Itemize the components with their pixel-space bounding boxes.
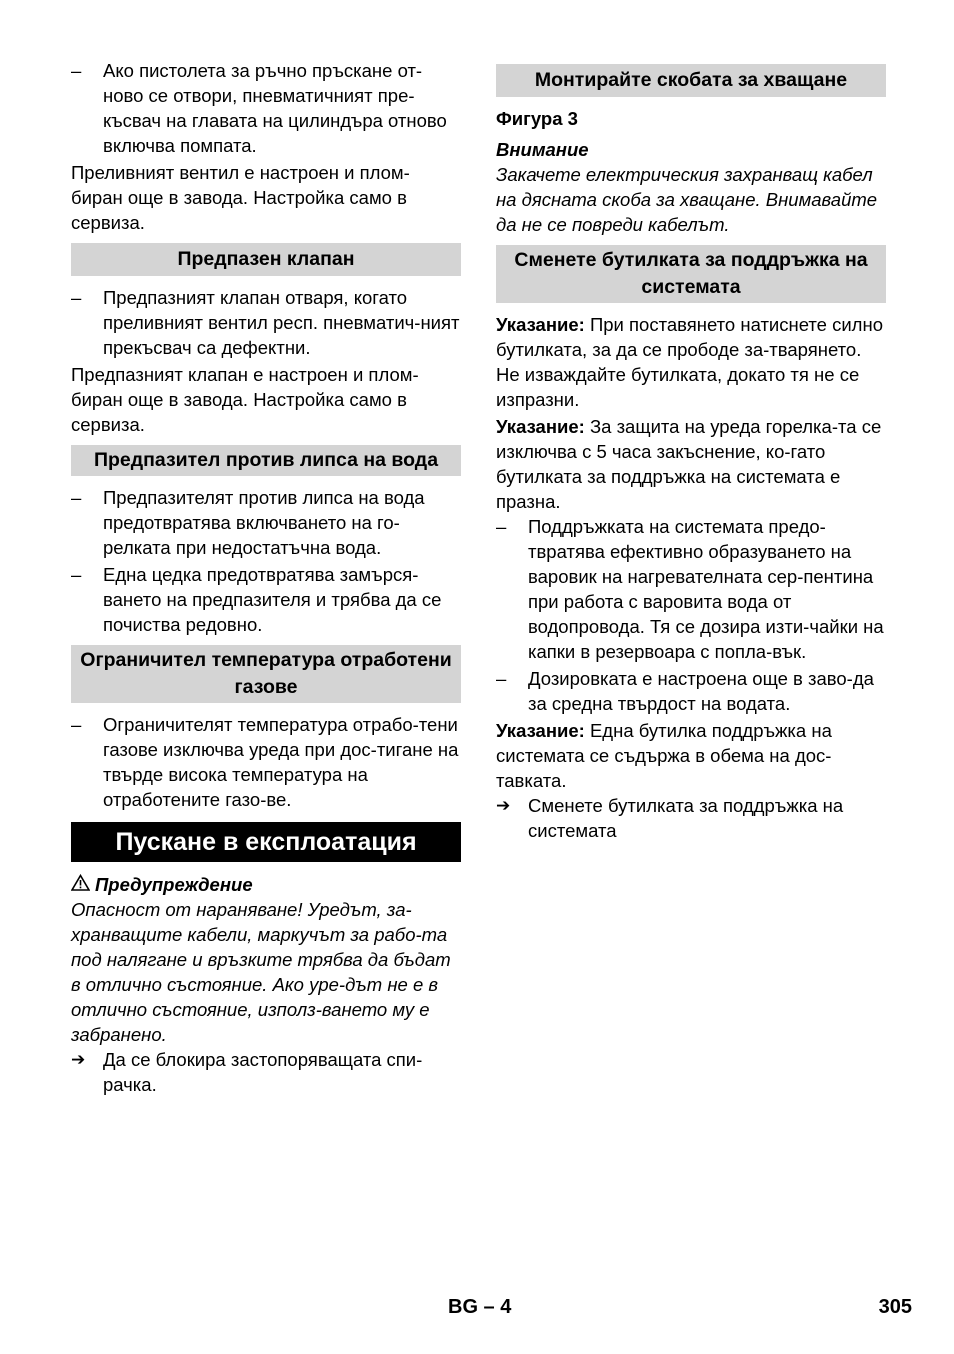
note-label: Указание: bbox=[496, 314, 585, 335]
figure-reference: Фигура 3 bbox=[496, 108, 578, 129]
attention-title: Внимание bbox=[496, 139, 589, 160]
warning-title bbox=[71, 872, 461, 897]
footer-section-label: BG – 4 bbox=[448, 1296, 512, 1318]
section-heading-water-guard: Предпазител против липса на вода bbox=[71, 445, 461, 476]
chapter-heading-startup: Пускане в експлоатация bbox=[71, 822, 461, 862]
attention-text: Закачете електрическия захранващ кабел на дясната скоба за хващане. Внимавайте да не се повреди кабелът. bbox=[496, 164, 878, 235]
note-label: Указание: bbox=[496, 416, 585, 437]
section-heading-bottle: Сменете бутилката за поддръжка на системата bbox=[496, 245, 886, 303]
right-column bbox=[496, 58, 886, 843]
action-item: ➔ Сменете бутилката за поддръжка на системата bbox=[496, 793, 886, 843]
list-item: – Предпазителят против липса на вода предотвратява включването на го-релката при недостатъчна вода. bbox=[71, 485, 461, 560]
left-column bbox=[71, 58, 461, 1097]
section-heading-safety-valve: Предпазен клапан bbox=[71, 243, 461, 276]
list-item: – Ако пистолета за ръчно пръскане от-ново се отвори, пневматичният пре-късвач на главата на цилиндъра отново включва помпата. bbox=[71, 58, 461, 158]
note-paragraph bbox=[496, 414, 886, 514]
paragraph: Предпазният клапан е настроен и плом-биран още в завода. Настройка само в сервиза. bbox=[71, 364, 419, 435]
page-number: 305 bbox=[878, 1296, 912, 1318]
paragraph: Преливният вентил е настроен и плом-биран още в завода. Настройка само в сервиза. bbox=[71, 162, 410, 233]
note-label: Указание: bbox=[496, 720, 585, 741]
warning-text: Опасност от нараняване! Уредът, за-хранващите кабели, маркучът за рабо-та под налягане и връзките трябва да бъдат в отлично състояние. Ако уре-дът не е в отлично състояние, използ-ването му е забранено. bbox=[71, 899, 451, 1045]
action-item: ➔ Да се блокира застопоряващата спи-рачка. bbox=[71, 1047, 461, 1097]
note-paragraph bbox=[496, 718, 886, 793]
note-text: За защита на уреда горелка-та се изключва с 5 часа закъснение, ко-гато бутилката за поддръжка на системата е празна. bbox=[496, 416, 882, 512]
section-heading-exhaust-limiter: Ограничител температура отработени газове bbox=[71, 645, 461, 703]
list-item: – Предпазният клапан отваря, когато преливният вентил респ. пневматич-ният прекъсвач са дефектни. bbox=[71, 285, 461, 360]
section-heading-bracket: Монтирайте скобата за хващане bbox=[496, 64, 886, 97]
list-item: – Ограничителят температура отрабо-тени газове изключва уреда при дос-тигане на твърде висока температура на отработените газо-ве. bbox=[71, 712, 461, 812]
list-item: – Една цедка предотвратява замърся-ването на предпазителя и трябва да се почиства редовно. bbox=[71, 562, 461, 637]
warning-triangle-icon bbox=[71, 872, 95, 897]
list-item: – Дозировката е настроена още в заво-да за средна твърдост на водата. bbox=[496, 666, 886, 716]
note-paragraph bbox=[496, 312, 886, 412]
note-text: Една бутилка поддръжка на системата се съдържа в обема на дос-тавката. bbox=[496, 720, 832, 791]
warning-title-text: Предупреждение bbox=[95, 874, 253, 895]
list-item: – Поддръжката на системата предо-твратява ефективно образуването на варовик на нагревателната сер-пентина при работа с варовита вода от водопровода. Тя се дозира изти-чайки на капки в резервоара с попла-вък. bbox=[496, 514, 886, 664]
note-text: При поставянето натиснете силно бутилката, за да се прободе за-тварянето. Не изваждайте бутилката, докато тя не се изпразни. bbox=[496, 314, 883, 410]
